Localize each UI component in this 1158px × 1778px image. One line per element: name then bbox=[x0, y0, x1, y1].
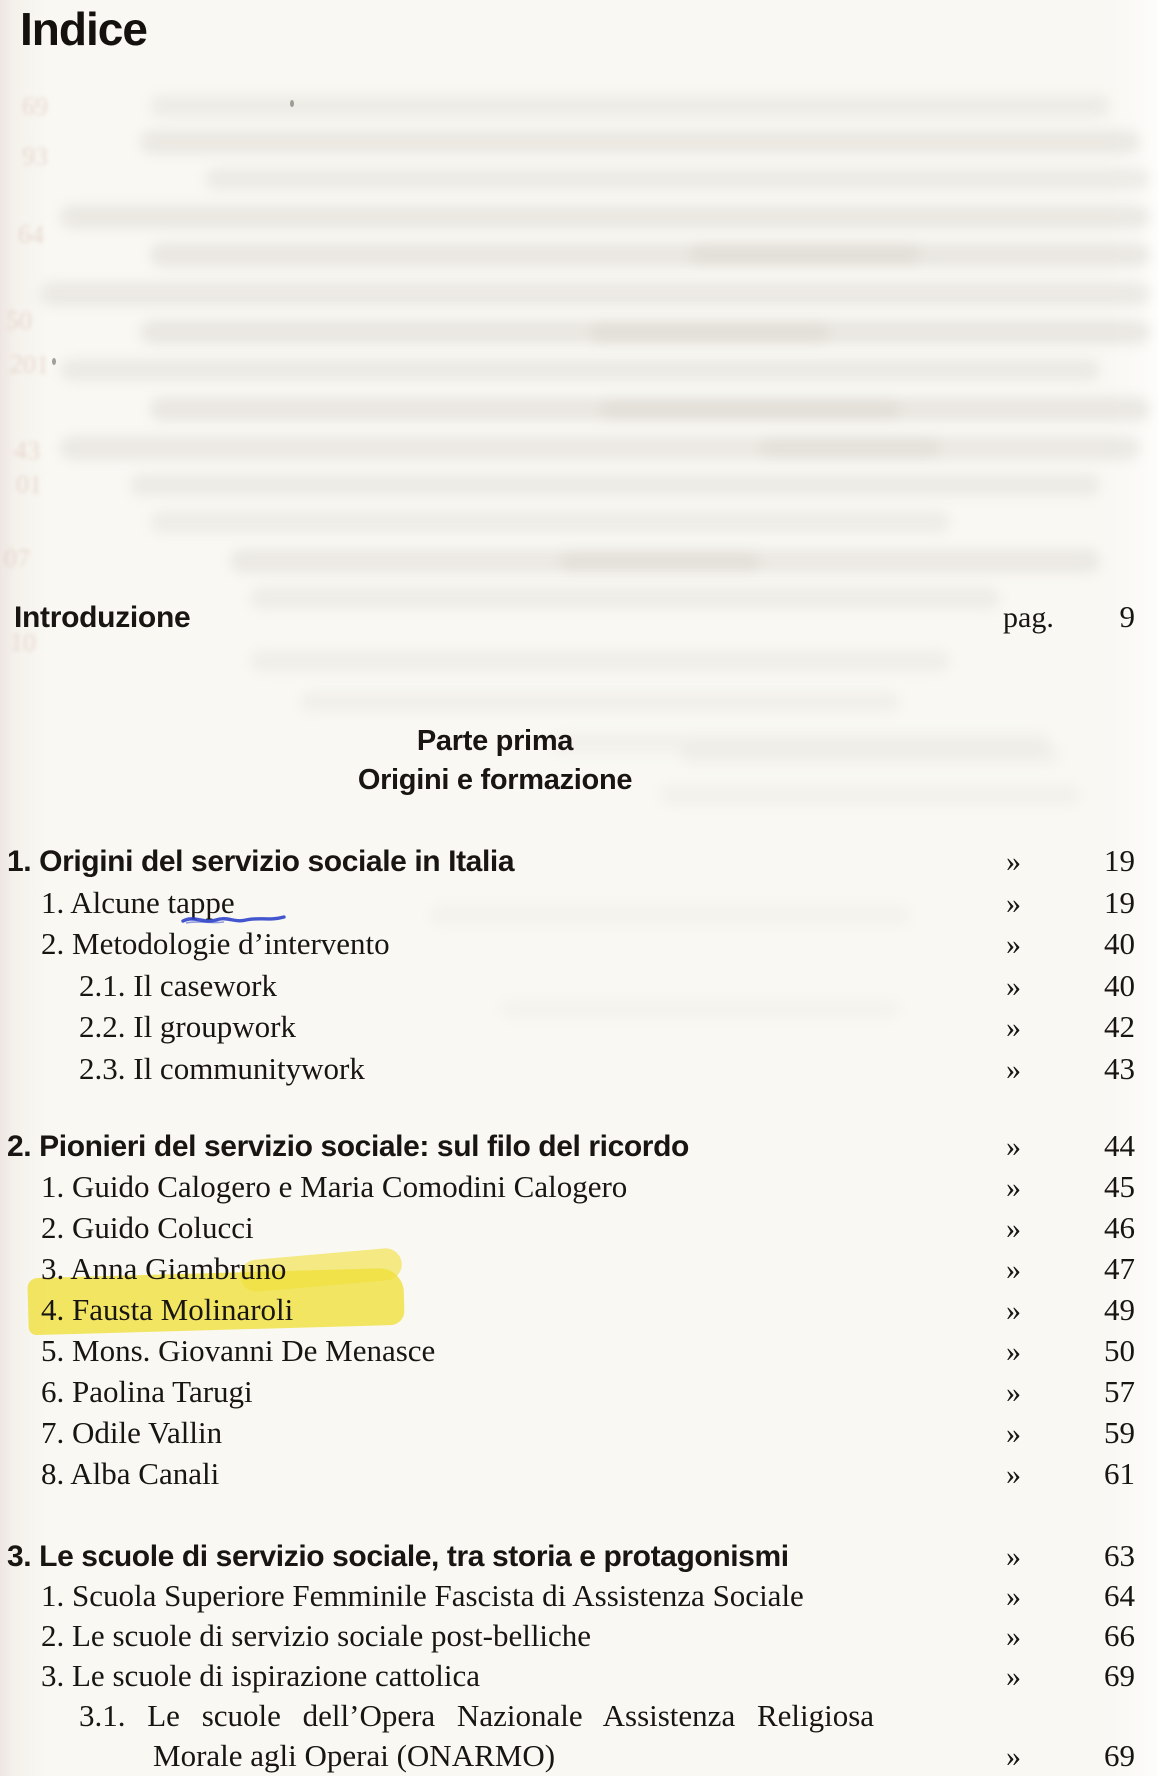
page-number: 40 bbox=[1104, 967, 1135, 1003]
toc-entry-text: 2.2. Il groupwork bbox=[79, 1009, 296, 1044]
toc-entry-text: Morale agli Operai (ONARMO) bbox=[153, 1738, 556, 1773]
ditto-mark: » bbox=[1006, 1458, 1021, 1491]
toc-entry-text: 2. Guido Colucci bbox=[41, 1210, 254, 1245]
ditto-mark: » bbox=[1006, 1130, 1021, 1163]
toc-entry-text: 3. Anna Giambruno bbox=[41, 1251, 287, 1286]
page-number: 45 bbox=[1104, 1169, 1135, 1204]
ditto-mark: » bbox=[1006, 1253, 1021, 1286]
page-number: 44 bbox=[1104, 1128, 1135, 1163]
toc-heading-row bbox=[7, 1538, 1135, 1578]
toc-entry-text: 1. Scuola Superiore Femminile Fascista di Assistenza Sociale bbox=[41, 1578, 804, 1613]
part-title-line1: Parte prima bbox=[416, 725, 574, 757]
toc-item-row bbox=[7, 1292, 1135, 1333]
page-abbreviation: pag. bbox=[1003, 601, 1054, 634]
toc-item-row bbox=[7, 1009, 1135, 1051]
toc-item-row bbox=[7, 1618, 1135, 1658]
ditto-mark: » bbox=[1006, 1740, 1021, 1773]
toc-item-row bbox=[7, 926, 1135, 968]
toc-item-row bbox=[7, 1051, 1135, 1093]
page-title: Indice bbox=[20, 3, 147, 55]
ghost-margin-digit: 64 bbox=[17, 219, 45, 250]
page-number: 64 bbox=[1104, 1578, 1135, 1613]
toc-item-row bbox=[7, 1169, 1135, 1210]
page-number: 69 bbox=[1104, 1658, 1135, 1693]
ditto-mark: » bbox=[1006, 1294, 1021, 1327]
toc-heading-row bbox=[7, 843, 1135, 885]
toc-item-row bbox=[7, 1251, 1135, 1292]
intro-row bbox=[14, 599, 1135, 635]
page-number: 49 bbox=[1104, 1292, 1135, 1327]
part-title bbox=[0, 722, 990, 800]
toc-entry-text: 2. Metodologie d’intervento bbox=[41, 926, 390, 961]
toc-item-row bbox=[7, 1738, 1135, 1778]
ditto-mark: » bbox=[1006, 1376, 1021, 1409]
ghost-margin-digit: 01 bbox=[15, 469, 43, 500]
toc-entry-text: 8. Alba Canali bbox=[41, 1456, 220, 1491]
toc-item-row bbox=[7, 1333, 1135, 1374]
toc-entry-text: 2. Pionieri del servizio sociale: sul filo del ricordo bbox=[7, 1130, 689, 1163]
ditto-mark: » bbox=[1006, 1212, 1021, 1245]
pen-underline-icon bbox=[180, 911, 288, 929]
toc-entry-text: 2. Le scuole di servizio sociale post-belliche bbox=[41, 1618, 592, 1653]
toc-entry-text: 7. Odile Vallin bbox=[41, 1415, 223, 1450]
page-number: 47 bbox=[1104, 1251, 1135, 1286]
toc-section bbox=[7, 1538, 1135, 1778]
page-number: 40 bbox=[1104, 926, 1135, 961]
ditto-mark: » bbox=[1006, 1011, 1021, 1044]
page-number: 9 bbox=[1119, 599, 1135, 634]
toc-section bbox=[7, 1128, 1135, 1497]
toc-entry-text: 6. Paolina Tarugi bbox=[41, 1374, 253, 1409]
toc-entry-text: 3. Le scuole di servizio sociale, tra storia e protagonismi bbox=[7, 1540, 789, 1573]
ditto-mark: » bbox=[1006, 1052, 1021, 1086]
ditto-mark: » bbox=[1006, 845, 1021, 878]
toc-entry-text: 2.3. Il communitywork bbox=[79, 1050, 365, 1086]
toc-item-row bbox=[7, 885, 1135, 927]
page-number: 46 bbox=[1104, 1210, 1135, 1245]
toc-item-row bbox=[7, 1578, 1135, 1618]
ghost-margin-digit: 50 bbox=[5, 305, 33, 336]
page-number: 43 bbox=[1104, 1050, 1135, 1086]
toc-section bbox=[7, 843, 1135, 1092]
ditto-mark: » bbox=[1006, 1620, 1021, 1653]
page-number: 66 bbox=[1104, 1618, 1135, 1653]
page-number: 63 bbox=[1104, 1538, 1135, 1573]
page-number: 59 bbox=[1104, 1415, 1135, 1450]
ditto-mark: » bbox=[1006, 1335, 1021, 1368]
toc-item-row bbox=[7, 1658, 1135, 1698]
toc-item-row bbox=[7, 968, 1135, 1010]
ghost-margin-digit: 43 bbox=[13, 435, 41, 466]
page-number: 19 bbox=[1104, 843, 1135, 878]
toc-item-row bbox=[7, 1456, 1135, 1497]
toc-entry-text: 2.1. Il casework bbox=[79, 967, 277, 1003]
toc-item-row bbox=[7, 1374, 1135, 1415]
ghost-margin-digit: 201 bbox=[9, 349, 50, 380]
toc-item-row bbox=[7, 1698, 1135, 1738]
page-number: 61 bbox=[1104, 1456, 1135, 1491]
ghost-margin-digit: 07 bbox=[3, 543, 31, 574]
ditto-mark: » bbox=[1006, 1660, 1021, 1693]
ditto-mark: » bbox=[1006, 928, 1021, 961]
toc-item-row bbox=[7, 1415, 1135, 1456]
ghost-margin-digit: 10 bbox=[9, 627, 37, 658]
ditto-mark: » bbox=[1006, 1540, 1021, 1573]
toc-entry-text: 4. Fausta Molinaroli bbox=[41, 1292, 294, 1327]
page-number: 69 bbox=[1104, 1738, 1135, 1773]
toc-entry-text: 1. Guido Calogero e Maria Comodini Calogero bbox=[41, 1169, 628, 1204]
part-title-line2: Origini e formazione bbox=[357, 764, 633, 796]
toc-heading-row bbox=[7, 1128, 1135, 1169]
ghost-margin-digit: 93 bbox=[21, 141, 49, 172]
ditto-mark: » bbox=[1006, 886, 1021, 920]
intro-label: Introduzione bbox=[14, 601, 191, 634]
toc-entry-text: 5. Mons. Giovanni De Menasce bbox=[41, 1333, 436, 1368]
page-number: 57 bbox=[1104, 1374, 1135, 1409]
ditto-mark: » bbox=[1006, 1417, 1021, 1450]
page-number: 42 bbox=[1104, 1009, 1135, 1044]
ditto-mark: » bbox=[1006, 1171, 1021, 1204]
page-number: 19 bbox=[1104, 884, 1135, 920]
ghost-margin-digit: 69 bbox=[21, 91, 49, 122]
toc-item-row bbox=[7, 1210, 1135, 1251]
ditto-mark: » bbox=[1006, 969, 1021, 1003]
toc-entry-text: 3.1. Le scuole dell’Opera Nazionale Assistenza Religiosa bbox=[79, 1698, 875, 1733]
page-number: 50 bbox=[1104, 1333, 1135, 1368]
toc-entry-text: 1. Origini del servizio sociale in Italia bbox=[7, 845, 515, 878]
toc-entry-text: 1. Alcune tappe bbox=[41, 884, 235, 920]
ditto-mark: » bbox=[1006, 1580, 1021, 1613]
toc-entry-text: 3. Le scuole di ispirazione cattolica bbox=[41, 1658, 480, 1693]
